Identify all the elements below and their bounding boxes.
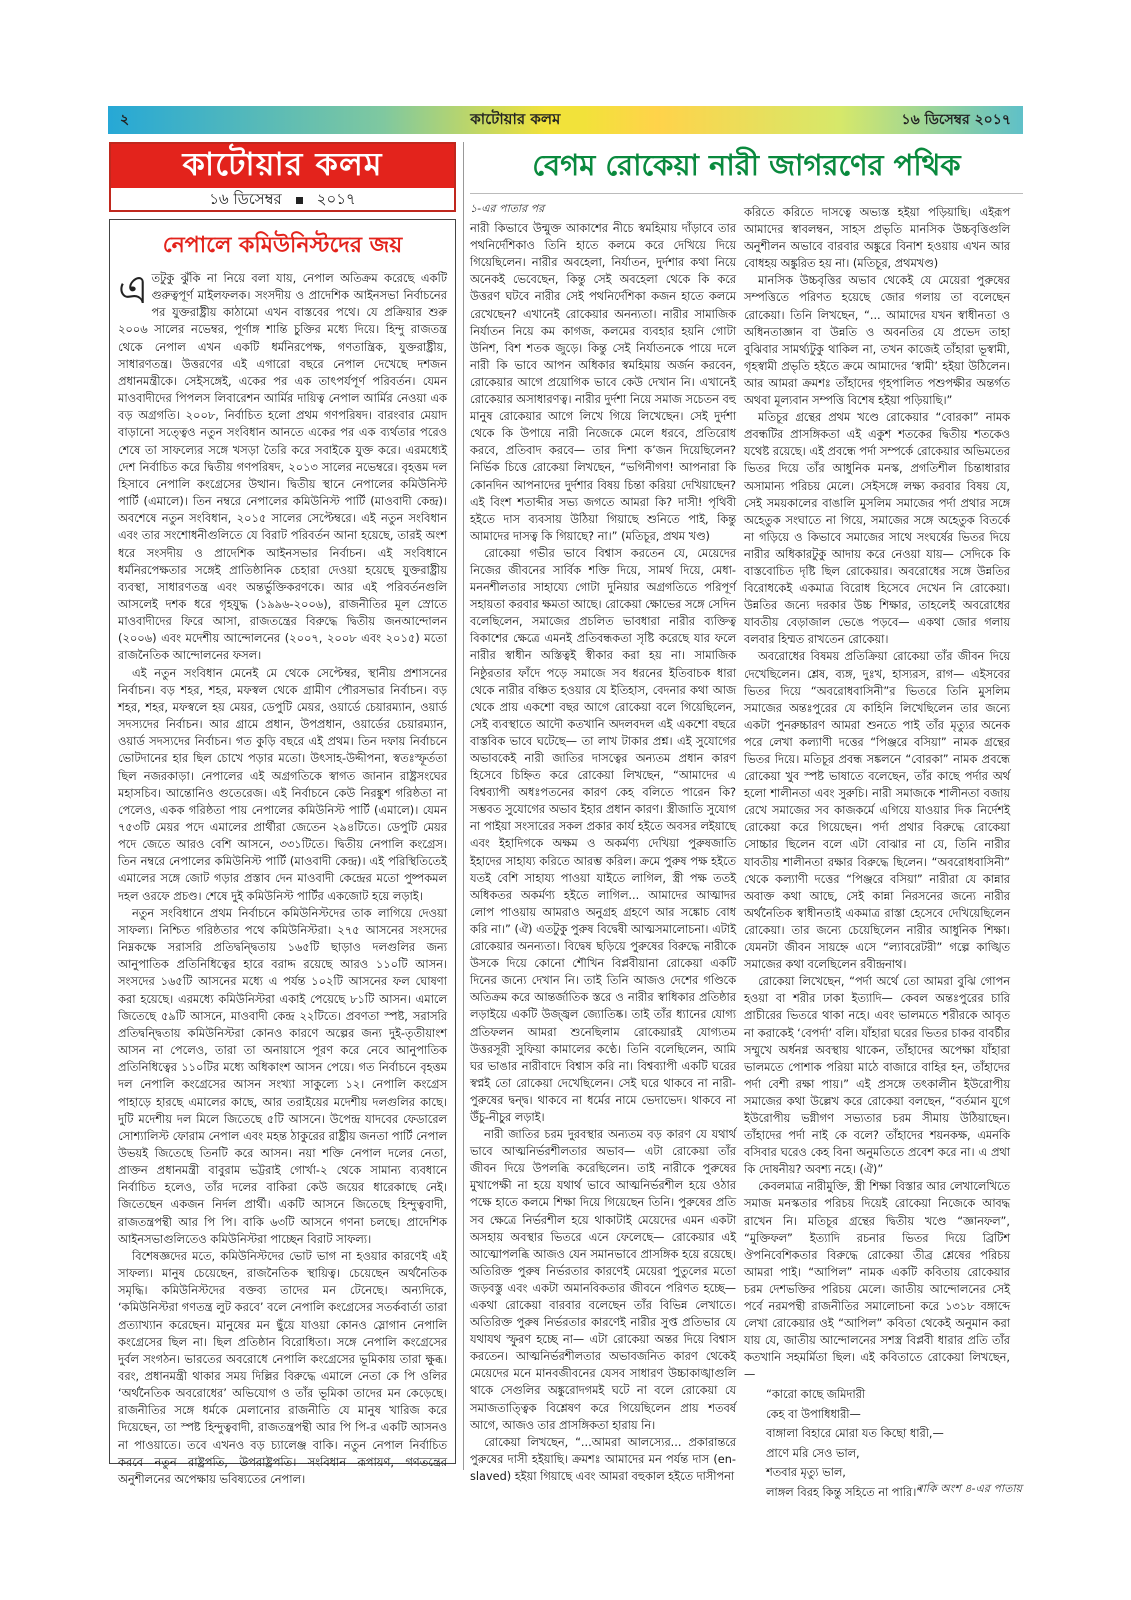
right-article-paragraph: অবরোধের বিষময় প্রতিক্রিয়া রোকেয়া তাঁর জীবন দিয়ে দেখেছিলেন। শ্লেষ, ব্যঙ্গ, দুঃখ, হাস্যরস, রাগ— এইসবের ভিতর দিয়ে “অবরোধবাসিনী”র ভিতরে তিনি মুসলিম সমাজের অন্তঃপুরের যে কাহিনি লিখেছিলেন তার জন্যে একটা পুনরুচ্চারণ আমরা শুনতে পাই তাঁর মৃত্যুর অনেক পরে লেখা কল্যাণী দত্তের “পিঞ্জরে বসিয়া” নামক গ্রন্থের ভিতর দিয়ে। মতিচূর প্রবন্ধ সঙ্কলনে “বোরকা” নামক প্রবন্ধে রোকেয়া খুব স্পষ্ট ভাষাতে বলেছেন, তাঁর কাছে পর্দার অর্থ হলো শালীনতা এবং সুরুচি। নারী সমাজকে শালীনতা বজায় রেখে সমাজের সব কাজকর্মে এগিয়ে যাওয়ার দিক নির্দেশই রোকেয়া করে গিয়েছেন। পর্দা প্রথার বিরুদ্ধে রোকেয়া সোচ্চার ছিলেন বলে এটা বোঝার না যে, তিনি নারীর যাবতীয় শালীনতা রক্ষার বিরুদ্ধে ছিলেন। “অবরোধবাসিনী” থেকে কল্যাণী দত্তের “পিঞ্জরে বসিয়া” নারীরা যে কান্নার অবাক্ত কথা আছে, সেই কান্না নিরসনের জন্যে নারীর অর্থনৈতিক স্বাধীনতাই একমাত্র রাস্তা হেসেবে দেখিয়েছিলেন রোকেয়া। তার জন্যে চেয়েছিলেন নারীর আধুনিক শিক্ষা। যেমনটা জীবন সায়হ্নে এসে “ল্যাবরেটরী” গল্পে কাঙ্খিত সমাজের কথা বলেছিলেন রবীন্দ্রনাথ।: [744, 650, 1010, 972]
left-article-paragraph: বিশেষজ্ঞদের মতে, কমিউনিস্টদের ভোট ভাগ না হওয়ার কারণেই এই সাফল্য। মানুষ চেয়েছেন, রাজনৈতিক স্থায়িত্ব। চেয়েছেন অর্থনৈতিক সমৃদ্ধি। কমিউনিস্টদের বক্তব্য তাদের মন টেনেছে। অন্যদিকে, ‘কমিউনিস্টরা গণতন্ত্র লুট করবে’ বলে নেপালি কংগ্রেসের সতর্কবার্তা তারা প্রত্যাখ্যান করেছেন। মানুষের মন ছুঁয়ে যাওয়া কোনও স্লোগান নেপালি কংগ্রেসের ছিল না। ছিল প্রতিষ্ঠান বিরোধিতা। সঙ্গে নেপালি কংগ্রেসের দুর্বল সংগঠন। ভারতের অবরোধে নেপালি কংগ্রেসের ভূমিকায় তারা ক্ষুব্ধ। বরং, প্রধানমন্ত্রী থাকার সময় দিল্লির বিরুদ্ধে এমালে নেতা কে পি ওলির ‘অর্থনৈতিক অবরোধের’ অভিযোগ ও তাঁর ভূমিকা তাদের মন কেড়েছে। রাজনীতির সঙ্গে ধর্মকে মেলানোর রাজনীতি যে মানুষ খারিজ করে দিয়েছেন, তা স্পষ্ট হিন্দুত্ববাদী, রাজতন্ত্রপন্থী আর পি পি-র একটি আসনও না পাওয়াতে। তবে এখনও বড় চ্যালেঞ্জ বাকি। নতুন নেপাল নির্বাচিত করবে নতুন রাষ্ট্রপতি, উপরাষ্ট্রপতি। সংবিধান রূপায়ণ, গণতন্ত্রের অনুশীলনের অপেক্ষায় ভবিষ্যতের নেপাল।: [118, 1248, 447, 1486]
poem-line: “কারো কাছে জমিদারী: [766, 1388, 866, 1402]
masthead-date-year: ২০১৭: [316, 189, 356, 208]
right-article-paragraph: রোকেয়া গভীর ভাবে বিশ্বাস করতেন যে, মেয়েদের নিজের জীবনের সার্বিক শক্তি দিয়ে, সামর্থ দিয়ে, মেধা-মননশীলতার সাহায্যে গোটা দুনিয়ার অগ্রগতিতে পরিপূর্ণ সহায়তা করবার ক্ষমতা আছে। রোকেয়া ক্ষোভের সঙ্গে সেদিন বলেছিলেন, সমাজের প্রচলিত ভাবধারা নারীর ব্যক্তিত্ব বিকাশের ক্ষেত্রে এমনই প্রতিবন্ধকতা সৃষ্টি করেছে যার ফলে নারীর স্বাধীন অস্তিত্বই স্বীকার করা হয় না। সামাজিক নিষ্ঠুরতার ফাঁদে পড়ে সমাজে সব ধরনের ইতিবাচক ধারা থেকে নারীর বঞ্চিত হওয়ার যে ইতিহাস, বেদনার কথা আজ থেকে প্রায় একশো বছর আগে রোকেয়া বলে গিয়েছিলেন, সেই ব্যবস্থাতে আদৌ কতখানি অদলবদল এই একশো বছরে বাস্তবিক ভাবে ঘটেছে— তা লাখ টাকার প্রশ্ন। এই সুযোগের অভাবকেই নারী জাতির দাসত্বের অন্যতম প্রধান কারণ হিসেবে চিহ্নিত করে রোকেয়া লিখছেন, “আমাদের এ বিশ্বব্যাপী অধঃপতনের কারণ কেহ বলিতে পারেন কি? সম্ভবত সুযোগের অভাব ইহার প্রধান কারণ। স্ত্রীজাতি সুযোগ না পাইয়া সংসারের সকল প্রকার কার্য হইতে অবসর লইয়াছে এবং ইহাদিগকে অক্ষম ও অকর্মণ্য দেখিয়া পুরুষজাতি ইহাদের সাহায্য করিতে আরম্ভ করিল। ক্রমে পুরুষ পক্ষ হইতে যতই বেশি সাহায্য পাওয়া যাইতে লাগিল, স্ত্রী পক্ষ ততই অধিকতর অকর্মণ্য হইতে লাগিল... আমাদের আত্মাদর লোপ পাওয়ায় আমরাও অনুগ্রহ গ্রহণে আর সঙ্কোচ বোধ করি না।” (ঐ) এতটুকু পুরুষ বিদ্বেষী আত্মসমালোচনা। এটাই রোকেয়ার অনন্যতা। বিদ্বেষ ছড়িয়ে পুরুষের বিরুদ্ধে নারীকে উসকে দিয়ে কোনো শৌখিন বিপ্লবীয়ানা রোকেয়া একটি দিনের জন্যে দেখান নি। তাই তিনি আজও দেশের গণ্ডিকে অতিক্রম করে আন্তর্জাতিক স্তরে ও নারীর স্বাধিকার প্রতিষ্ঠার লড়াইয়ে একটি উজ্জ্বল জ্যোতিষ্ক। তাই তাঁর ধ্যানের যোগ্য প্রতিফলন আমরা শুনেছিলাম রোকেয়ারই যোগ্যতম উত্তরসূরী সুফিয়া কামালের কণ্ঠে। তিনি বলেছিলেন, আমি ঘর ভাঙার নারীবাদে বিশ্বাস করি না। বিশ্বব্যাপী একটি ঘরের স্বপ্নই তো রোকেয়া দেখেছিলেন। সেই ঘরে থাকবে না নারী-পুরুষের দ্বন্দ্ব। থাকবে না ধর্মের নামে ভেদাভেদ। থাকবে না উঁচু-নীচুর লড়াই।: [470, 546, 736, 1124]
right-article-paragraph: রোকেয়া লিখেছেন, “পর্দা অর্থে তো আমরা বুঝি গোপন হওয়া বা শরীর ঢাকা ইত্যাদি— কেবল অন্তঃপুরের চারি প্রাচীরের ভিতরে থাকা নহে। এবং ভালমতে শরীরকে আবৃত না করাকেই ‘বেপর্দা’ বলি। যাঁহারা ঘরের ভিতর চাকর বাবর্চীর সম্মুখে অর্ধনগ্ন অবস্থায় থাকেন, তাঁহাদের অপেক্ষা যাঁহারা ভালমতে পোশাক পরিয়া মাঠে বাজারে বাহির হন, তাঁহাদের পর্দা বেশী রক্ষা পায়।” এই প্রসঙ্গে তৎকালীন ইউরোপীয় সমাজের কথা উল্লেখ করে রোকেয়া বলছেন, “বর্তমান যুগে ইউরোপীয় ভগ্নীগণ সভ্যতার চরম সীমায় উঠিয়াছেন। তাঁহাদের পর্দা নাই কে বলে? তাঁহাদের শয়নকক্ষ, এমনকি বসিবার ঘরেও কেহ বিনা অনুমতিতে প্রবেশ করে না। এ প্রথা কি দোষনীয়? অবশ্য নহে। (ঐ)”: [744, 975, 1010, 1177]
poem-line: লাঙ্গল বিরহ কিন্তু সহিতে না পারি।”: [766, 1485, 923, 1499]
poem-line: শতবার মৃত্যু ভাল,: [766, 1466, 846, 1480]
right-article-paragraph: নারী জাতির চরম দুরবস্থার অন্যতম বড় কারণ যে যথার্থ ভাবে আত্মনির্ভরশীলতার অভাব— এটা রোকেয়া তাঁর জীবন দিয়ে উপলব্ধি করেছিলেন। তাই নারীকে পুরুষের মুখাপেক্ষী না হয়ে যথার্থ ভাবে আত্মনির্ভরশীল হয়ে ওঠার পক্ষে হাতে কলমে শিক্ষা দিয়ে গিয়েছেন তিনি। পুরুষের প্রতি সব ক্ষেত্রে নির্ভরশীল হয়ে থাকাটাই মেয়েদের এমন একটা অসহায় অবস্থার ভিতরে এনে ফেলেছে— রোকেয়ার এই আত্মোপলব্ধি আজও যেন সমানভাবে প্রাসঙ্গিক হয়ে রয়েছে। অতিরিক্ত পুরুষ নির্ভরতার কারণেই মেয়েরা পুতুলের মতো জড়বস্তু এবং একটা অমানবিকতার জীবনে পরিণত হচ্ছে— একথা রোকেয়া বারবার বলেছেন তাঁর বিভিন্ন লেখাতে। অতিরিক্ত পুরুষ নির্ভরতার কারণেই নারীর সুপ্ত প্রতিভার যে যথাযথ স্ফুরণ হচ্ছে না— এটা রোকেয়া অন্তর দিয়ে বিশ্বাস করতেন। আত্মনির্ভরশীলতার অভাবজনিত কারণ থেকেই মেয়েদের মনে মানবজীবনের যেসব সাধারণ উচ্চাকাঙ্খাগুলি থাকে সেগুলির অঙ্কুরোদগমই ঘটে না বলে রোকেয়া যে সমাজতাত্ত্বিক বিশ্লেষণ করে গিয়েছিলেন প্রায় শতবর্ষ আগে, আজও তার প্রাসঙ্গিকতা হারায় নি।: [470, 1128, 736, 1432]
page-number: ২: [120, 112, 130, 128]
continued-from-label: ১-এর পাতার পর: [470, 202, 545, 215]
left-article-paragraph: নতুন সংবিধানে প্রথম নির্বাচনে কমিউনিস্টদের তাক লাগিয়ে দেওয়া সাফল্য। নিশ্চিত গরিষ্ঠতার পথে কমিউনিস্টরা। ২৭৫ আসনের সংসদের নিম্নকক্ষে সরাসরি প্রতিদ্বন্দ্বিতায় ১৬৫টি ছাড়াও দলগুলির জন্য আনুপাতিক প্রতিনিধিত্বের হারে বরাদ্দ রয়েছে আরও ১১০টি আসন। সংসদের ১৬৫টি আসনের মধ্যে এ পর্যন্ত ১০২টি আসনের ফল ঘোষণা করা হয়েছে। এরমধ্যে কমিউনিস্টরা একাই পেয়েছে ৮১টি আসন। এমালে জিতেছে ৫৯টি আসনে, মাওবাদী কেন্দ্র ২২টিতে। প্রবণতা স্পষ্ট, সরাসরি প্রতিদ্বন্দ্বিতায় কমিউনিস্টরা কোনও কারণে অল্পের জন্য দুই-তৃতীয়াংশ আসন না পেলেও, তারা তা অনায়াসে পূরণ করে নেবে আনুপাতিক প্রতিনিধিত্বের ১১০টির মধ্যে অধিকাংশ আসন পেয়ে। গত নির্বাচনে বৃহত্তম দল নেপালি কংগ্রেসের আসন সংখ্যা সাকুল্যে ১২। নেপালি কংগ্রেস পাহাড়ে হারছে এমালের কাছে, আর তরাইয়ের মদেশীয় দলগুলির কাছে। দুটি মদেশীয় দল মিলে জিতেছে ৫টি আসনে। উপেন্দ্র যাদবের ফেডারেল সোশ্যালিস্ট ফোরাম নেপাল এবং মহন্ত ঠাকুরের রাষ্ট্রীয় জনতা পার্টি নেপাল উভয়ই জিতেছে তিনটি করে আসন। নয়া শক্তি নেপাল দলের নেতা, প্রাক্তন প্রধানমন্ত্রী বাবুরাম ভট্টরাই গোর্খা-২ থেকে সামান্য ব্যবধানে নির্বাচিত হলেও, তাঁর দলের বাকিরা কেউ জয়ের ধারেকাছে নেই। জিতেছেন একজন নির্দল প্রার্থী। একটি আসনে জিতেছে হিন্দুত্ববাদী, রাজতন্ত্রপন্থী আর পি পি। বাকি ৬৩টি আসনে গণনা চলছে। প্রাদেশিক আইনসভাগুলিতেও কমিউনিস্টরা পাচ্ছেন বিরাট সাফল্য।: [118, 905, 447, 1246]
drop-cap: এ: [118, 267, 149, 313]
header-paper-name: কাটোয়ার কলম: [470, 109, 561, 128]
poem-line: কেহ বা উপাধিধারী—: [766, 1407, 861, 1421]
masthead-date-day: ১৬ ডিসেম্বর: [209, 189, 282, 208]
poem-line: প্রাণে মরি সেও ভাল,: [766, 1446, 860, 1460]
continued-to-label: বাকি অংশ ৪-এর পাতায়: [916, 1482, 1022, 1495]
right-article-column-1: [470, 200, 736, 1483]
masthead: [109, 142, 456, 212]
poem-line: বাঙ্গালা বিহারে মোরা যত কিছো ধারী,—: [766, 1427, 944, 1441]
header-date: ১৬ ডিসেম্বর ২০১৭: [901, 112, 1011, 128]
title-rule: [470, 193, 1023, 194]
left-article-paragraph-text: তটুকু ঝুঁকি না নিয়ে বলা যায়, নেপাল অতিক্রম করেছে একটি গুরুত্বপূর্ণ মাইলফলক। সংসদীয় ও প্রাদেশিক আইনসভা নির্বাচনের পর যুক্তরাষ্ট্রীয় কাঠামো এখন বাস্তবের পথে। যে প্রক্রিয়ার শুরু ২০০৬ সালের নভেম্বর, পূর্ণাঙ্গ শান্তি চুক্তির মধ্যে দিয়ে। হিন্দু রাজতন্ত্র থেকে নেপাল এখন একটি ধর্মনিরপেক্ষ, গণতান্ত্রিক, যুক্তরাষ্ট্রীয়, সাধারণতন্ত্র। উত্তরণের এই এগারো বছরে নেপাল দেখেছে দশজন প্রধানমন্ত্রীকে। সেইসঙ্গেই, একের পর এক তাৎপর্যপূর্ণ পরিবর্তন। যেমন মাওবাদীদের পিপলস লিবারেশন আর্মির দায়িত্ব নেপাল আর্মির নেওয়া এক বড় অগ্রগতি। ২০০৮, নির্বাচিত হলো প্রথম গণপরিষদ। বারংবার মেয়াদ বাড়ানো সত্ত্বেও নতুন সংবিধান আনতে একের পর এক ব্যর্থতার পরেও শেষে তা সাফল্যের সঙ্গে খসড়া তৈরি করে সবাইকে যুক্ত করে। এরমধ্যেই দেশ নির্বাচিত করে দ্বিতীয় গণপরিষদ, ২০১৩ সালের নভেম্বরে। বৃহত্তম দল হিসাবে নেপালি কংগ্রেসের উত্থান। দ্বিতীয় স্থানে নেপালের কমিউনিস্ট পার্টি (এমালে)। তিন নম্বরে নেপালের কমিউনিস্ট পার্টি (মাওবাদী কেন্দ্র)। অবশেষে নতুন সংবিধান, ২০১৫ সালের সেপ্টেম্বরে। এই নতুন সংবিধান এবং তার সংশোধনীগুলিতে যে বিরাট পরিবর্তন আনা হয়েছে, তারই অংশ ধরে সংসদীয় ও প্রাদেশিক আইনসভার নির্বাচন। এই সংবিধানে ধর্মনিরপেক্ষতার সঙ্গেই প্রাতিষ্ঠানিক চেহারা দেওয়া হয়েছে যুক্তরাষ্ট্রীয় ব্যবস্থা, সাধারণতন্ত্র এবং অন্তর্ভুক্তিকরণকে। আর এই পরিবর্তনগুলি আসলেই দশক ধরে গৃহযুদ্ধ (১৯৯৬-২০০৬), রাজনীতির মূল স্রোতে মাওবাদীদের ফিরে আসা, রাজতন্ত্রের বিরুদ্ধে দ্বিতীয় জনআন্দোলন (২০০৬) এবং মদেশীয় আন্দোলনের (২০০৭, ২০০৮ এবং ২০১৫) মতো রাজনৈতিক আন্দোলনের ফসল।: [118, 271, 447, 663]
left-article: [109, 219, 456, 1486]
right-article-paragraph: মানসিক উচ্চবৃত্তির অভাব থেকেই যে মেয়েরা পুরুষের সম্পত্তিতে পরিণত হয়েছে জোর গলায় তা বলেছেন রোকেয়া। তিনি লিখছেন, “... আমাদের যখন স্বাধীনতা ও অধিনতাজ্ঞান বা উন্নতি ও অবনতির যে প্রভেদ তাহা বুঝিবার সামর্থ্যটুকু থাকিল না, তখন কাজেই তাঁহারা ভূস্বামী, গৃহস্বামী প্রভৃতি হইতে ক্রমে আমাদের ‘স্বামী’ হইয়া উঠিলেন। আর আমরা ক্রমশঃ তাঁহাদের গৃহপালিত পশুপক্ষীর অন্তর্গত অথবা মূল্যবান সম্পত্তি বিশেষ হইয়া পড়িয়াছি।”: [744, 274, 1010, 408]
right-article-title: বেগম রোকেয়া নারী জাগরণের পথিক: [532, 147, 961, 182]
left-article-paragraph: এই নতুন সংবিধান মেনেই মে থেকে সেপ্টেম্বর, স্থানীয় প্রশাসনের নির্বাচন। বড় শহর, শহর, মফস্বল থেকে গ্রামীণ পৌরসভার নির্বাচন। বড় শহর, শহর, মফস্বলে হয় মেয়র, ডেপুটি মেয়র, ওয়ার্ডে চেয়ারম্যান, ওয়ার্ড সদস্যদের নির্বাচন। আর গ্রামে প্রধান, উপপ্রধান, ওয়ার্ডের চেয়ারম্যান, ওয়ার্ড সদস্যদের নির্বাচন। গত কুড়ি বছরে এই প্রথম। তিন দফায় নির্বাচনে ভোটদানের হার ছিল চোখে পড়ার মতো। উৎসাহ-উদ্দীপনা, স্বতঃস্ফূর্ততা ছিল নজরকাড়া। নেপালের এই অগ্রগতিকে স্বাগত জানান রাষ্ট্রসংঘের মহাসচিব। আন্তোনিও গুতেরেজ। এই নির্বাচনে কেউ নিরঙ্কুশ গরিষ্ঠতা না পেলেও, একক গরিষ্ঠতা পায় নেপালের কমিউনিস্ট পার্টি (এমালে)। যেমন ৭৫৩টি মেয়র পদে এমালের প্রার্থীরা জেতেন ২৯৪টিতে। ডেপুটি মেয়র পদে জেতে আরও বেশি আসনে, ৩৩১টিতে। দ্বিতীয় নেপালি কংগ্রেস। তিন নম্বরে নেপালের কমিউনিস্ট পার্টি (মাওবাদী কেন্দ্র)। এই পরিস্থিতিতেই এমালের সঙ্গে জোট গড়ার প্রস্তাব দেন মাওবাদী কেন্দ্রের মতো পুষ্পকমল দহল ওরফে প্রচণ্ড। শেষে দুই কমিউনিস্ট পার্টির একজোট হয়ে লড়াই।: [118, 665, 447, 903]
left-article-paragraph: [118, 267, 447, 665]
left-article-title: নেপালে কমিউনিস্টদের জয়: [162, 232, 403, 258]
right-article-paragraph: করিতে করিতে দাসত্বে অভ্যস্ত হইয়া পড়িয়াছি। এইরূপ আমাদের স্বাবলম্বন, সাহস প্রভৃতি মানসিক উচ্চবৃত্তিগুলি অনুশীলন অভাবে বারবার অঙ্কুরে বিনাশ হওয়ায় এখন আর বোধহয় অঙ্কুরিত হয় না। (মতিচূর, প্রথমখণ্ড): [744, 206, 1010, 271]
masthead-title: কাটোয়ার কলম: [111, 144, 454, 188]
square-bullet-icon: [296, 197, 303, 204]
right-article-paragraph: রোকেয়া লিখছেন, “...আমরা আলস্যের... প্রকারান্তরে পুরুষের দাসী হইয়াছি। ক্রমশঃ আমাদের মন পর্যন্ত দাস (en-slaved) হইয়া গিয়াছে এবং আমরা বহুকাল হইতে দাসীপনা: [470, 1435, 736, 1483]
right-article-paragraph: কেবলমাত্র নারীমুক্তি, স্ত্রী শিক্ষা বিস্তার আর লেখালেখিতে সমাজ মনস্কতার পরিচয় দিয়েই রোকেয়া নিজেকে আবদ্ধ রাখেন নি। মতিচূর গ্রন্থের দ্বিতীয় খণ্ডে “জ্ঞানফল”, “মুক্তিফল” ইত্যাদি রচনার ভিতর দিয়ে ব্রিটিশ ঔপনিবেশিকতার বিরুদ্ধে রোকেয়া তীব্র শ্লেষের পরিচয় আমরা পাই। “আপিল” নামক একটি কবিতায় রোকেয়ার চরম দেশভক্তির পরিচয় মেলে। জাতীয় আন্দোলনের সেই পর্বে নরমপন্থী রাজনীতির সমালোচনা করে ১৩১৮ বঙ্গাব্দে লেখা রোকেয়ার ওই “আপিল” কবিতা থেকেই অনুমান করা যায় যে, জাতীয় আন্দোলনের সশস্ত্র বিপ্লবী ধারার প্রতি তাঁর কতখানি সহমর্মিতা ছিল। এই কবিতাতে রোকেয়া লিখছেন,—: [744, 1180, 1010, 1382]
running-header: [108, 106, 1023, 134]
right-article-paragraph: মতিচূর গ্রন্থের প্রথম খণ্ডে রোকেয়ার “বোরকা” নামক প্রবন্ধটির প্রাসঙ্গিকতা এই একুশ শতকের দ্বিতীয় শতকেও যথেষ্ট রয়েছে। এই প্রবন্ধে পর্দা সম্পর্কে রোকেয়ার অভিমতের ভিতর দিয়ে তাঁর আধুনিক মনস্ক, প্রগতিশীল চিন্তাধারার অসামান্য পরিচয় মেলে। সেইসঙ্গে লক্ষ্য করবার বিষয় যে, সেই সময়কালের বাঙালি মুসলিম সমাজের পর্দা প্রথার সঙ্গে অহেতুক সংঘাতে না গিয়ে, সমাজের সঙ্গে অহেতুক বিতর্কে না গড়িয়ে ও কিভাবে সমাজের সাথে সংঘর্ষের ভিতর দিয়ে নারীর অধিকারটুকু আদায় করে নেওয়া যায়— সেদিকে কি বাস্তবোচিত দৃষ্টি ছিল রোকেয়ার। অবরোধের সঙ্গে উন্নতির বিরোধকেই একমাত্র বিরোধ হিসেবে দেখেন নি রোকেয়া। উন্নতির জন্যে দরকার উচ্চ শিক্ষার, তাহলেই অবরোধের যাবতীয় বেড়াজাল ভেঙে পড়বে— একথা জোর গলায় বলবার হিম্মত রাখতেন রোকেয়া।: [744, 411, 1010, 647]
column-divider: [463, 142, 464, 1470]
right-article-paragraph: নারী কিভাবে উন্মুক্ত আকাশের নীচে স্বমহিমায় দাঁড়াবে তার পথনির্দেশিকাও তিনি হাতে কলমে করে দেখিয়ে দিয়ে গিয়েছিলেন। নারীর অবহেলা, নির্যাতন, দুর্দশার কথা নিয়ে অনেকই ভেবেছেন, কিন্তু সেই অবহেলা থেকে কি করে উত্তরণ ঘটবে নারীর সেই পথনির্দেশিকা কজন হাতে কলমে রেখেছেন? এখানেই রোকেয়ার অনন্যতা। নারীর সামাজিক নির্যাতন নিয়ে কম কাগজ, কলমের ব্যবহার হয়নি গোটা উনিশ, বিশ শতক জুড়ে। কিন্তু সেই নির্যাতনকে পায়ে দলে নারী কি ভাবে আপন অধিকার স্বমহিমায় অর্জন করবেন, রোকেয়ার আগে প্রয়োগিক ভাবে কেউ দেখান নি। এখানেই রোকেয়ার অসাধারণত্ব। নারীর দুর্দশা নিয়ে সমাজ সচেতন বহু মানুষ রোকেয়ার আগে লিখে গিয়ে লিখেছেন। সেই দুর্দশা থেকে কি উপায়ে নারী নিজেকে মেলে ধরবে, প্রতিরোধ করবে, প্রতিবাদ করবে— তার দিশা ক’জন দিয়েছিলেন? নির্ভিক চিত্তে রোকেয়া লিখছেন, “ভগিনীগণ! আপনারা কি কোনদিন আপনাদের দুর্দশার বিষয় চিন্তা করিয়া দেখিয়াছেন? এই বিংশ শতাব্দীর সভ্য জগতে আমরা কি? দাসী! পৃথিবী হইতে দাস ব্যবসায় উঠিয়া গিয়াছে শুনিতে পাই, কিন্তু আমাদের দাসত্ব কি গিয়াছে? না।” (মতিচূর, প্রথম খণ্ড): [470, 222, 736, 543]
